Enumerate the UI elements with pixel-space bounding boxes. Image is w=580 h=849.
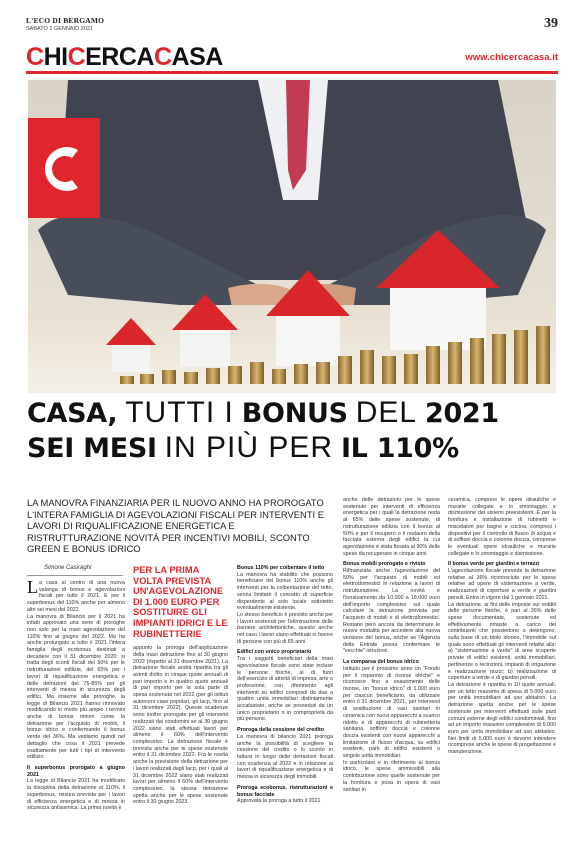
paragraph: Approvata la proroga a tutto il 2021 bbox=[237, 798, 321, 805]
issue-date: SABATO 2 GENNAIO 2021 bbox=[26, 26, 94, 32]
brand-part: C bbox=[153, 43, 172, 71]
drop-cap: L bbox=[27, 577, 38, 597]
houses-and-coins-illustration bbox=[28, 80, 556, 393]
pull-quote: PER LA PRIMA VOLTA PREVISTA UN'AGEVOLAZIONE DI 1.000 EURO PER SOSTITUIRE GLI IMPIANTI IDRICI E LE RUBINETTERIE bbox=[133, 565, 228, 639]
article-column-1 bbox=[27, 577, 125, 812]
headline-line-2 bbox=[27, 431, 557, 466]
paragraph: Lo stesso beneficio è previsto anche per i lavori sostenuti per l'eliminazione delle barriere architettoniche, questo anche nel caso i lavori siano effettuati in favore di persone con più di 65 anni. bbox=[237, 611, 333, 645]
paragraph: ceramica, compresi le opere idrauliche e murarie collegate e lo smontaggio e dismissione dei sistemi preesistenti. E per la fornitura e installazione di rubinetti e miscelatori per bagno e cucina, compresi i dispositivi per il controllo di flusso di acqua e di soffioni doccia e colonne doccia, comprese le eventuali opere idrauliche e murarie collegate e lo smontaggio e dismissione. bbox=[448, 497, 556, 557]
page-number: 39 bbox=[544, 16, 558, 31]
headline-light: DEL bbox=[355, 396, 418, 429]
subheading: Bonus 110% per coibentare il tetto bbox=[237, 565, 325, 571]
brand-part: HI bbox=[43, 43, 68, 71]
headline-bold: IL 110% bbox=[340, 433, 459, 464]
author-byline: Simone Casiraghi bbox=[44, 565, 92, 571]
paragraph: anche delle detrazioni per le spese sostenute per interventi di efficienza energetica per i quali la detrazione resta al 65% delle spese sostenute, di ristrutturazione edilizia con il bonus al 50% e per il recupero o il restauro della facciata esterna degli edifici la cui agevolazione è stata fissata al 90% delle spese da recuperare in cinque anni. bbox=[343, 497, 440, 557]
byline-divider bbox=[27, 575, 123, 576]
paragraph: Rifinanziata anche l'agevolazione del 50% per l'acquisto di mobili ed elettrodomestici in relazione a lavori di ristrutturazione. La novità è l'innalzamento da 10.000 a 16.000 euro dell'importo complessivo sul quale calcolare la detrazione prevista per l'acquisto di mobili e di elettrodomestici. Restano però ancora da determinare le nuove modalità per accedere alla nuova versione del bonus, anche se l'Agenzia delle Entrate possa confermare le "vecchie" istruzioni. bbox=[343, 568, 440, 655]
paragraph: L'agevolazione fiscale prevede la detrazione relative al 36% riconosciuta per le spese relative ad opere di sistemazione a verde, realizzazioni di coperture a verde e giardini pensili. Entra in vigore dal 1 gennaio 2021. bbox=[448, 568, 556, 601]
subheading: Il bonus verde per giardini e terrazzi bbox=[448, 561, 540, 568]
paragraph: La detrazione, ai fini delle imposte sui redditi delle persone fisiche, è pari al 36% delle spese documentate, sostenute ed effettivamente rimaste a carico dei contribuenti che possiedono o detengono, sulla base di un titolo idoneo, l'immobile sul quale sono effettuati gli interventi relativi alla: a) "sistemazione a verde" di aree scoperte private di edifici esistenti, unità immobiliari, pertinenze o recinzioni, impianti di irrigazione e realizzazione pozzi; b) realizzazione di coperture a verde e di giardini pensili. bbox=[448, 601, 556, 682]
headline-bold: CASA, bbox=[27, 398, 118, 429]
headline-line-1 bbox=[27, 396, 557, 431]
subheading: Edifici con unico proprietario bbox=[237, 649, 312, 656]
subheading: Proroga della cessione del credito bbox=[237, 727, 325, 734]
paragraph: La legge di Bilancio 2021 ha modificato la disciplina della detrazione al 110%, il superbonus, misura prevista per i lavori di efficienza energetica e di messa in sicurezza antisismica. La prima novità è bbox=[27, 778, 125, 812]
paragraph: La manovra ha stabilito che possono beneficiare del bonus 110% anche gli interventi per la coibentazione del tetto, senza limitare il concetto di superficie disperdente al solo locale sottotetto eventualmente esistente. bbox=[237, 571, 333, 612]
paragraph: La manovra di Bilancio per il 2021 ha infatti approvato una serie di proroghe non solo per la maxi agevolazione del 110% fino al giugno del 2022. Ma ha anche prolungato a tutto il 2021 l'intera famiglia degli ecobonus destinati a decadere con il 31 dicembre 2020: si tratta degli sconti fiscali del 50% per le ristrutturazioni edilizie, del 65% per i lavori di riqualificazione energetica e delle detrazioni del 75-85% per gli interventi di messa in sicurezza degli edifici. Ma insieme alle proroghe, la legge di Bilancio 2021 hanno rinnovato modificando in modo più ampio i termini anche di bonus minori come la detrazione per l'acquisto di mobili, il bonus idrico e confermando il bonus verde del 36%. Ma vediamo quindi nel dettaglio che cosa il 2021 prevede esattamente per tutti i tipi di intervento edilizio. bbox=[27, 613, 125, 761]
paragraph: La detrazione è ripartita in 10 quote annuali, per un tetto massimo di spesa di 5.000 euro per unità immobiliare ad uso abitativo. La detrazione spetta anche per le spese sostenute per interventi effettuati sulle parti comuni esterne degli edifici condominiali, fino ad un importo massimo complessivo di 5.000 euro per unità immobiliare ad uso abitativo. Nei limiti di 5.000 euro è devono intendere ricomprese anche le spese di progettazione e manutenzione. bbox=[448, 681, 556, 756]
headline-bold: 2021 bbox=[424, 398, 499, 429]
article-column-4 bbox=[343, 497, 440, 793]
brand-part: ASA bbox=[171, 43, 223, 71]
article-column-5 bbox=[448, 497, 556, 756]
subheading: Il superbonus prorogato a giugno 2021 bbox=[27, 764, 125, 778]
paragraph: In particolare e in riferimento al bonus idrico, le spese ammissibili alla contribuzione sono quelle sostenute per la fornitura e posa in opera di vasi sanitari in bbox=[343, 759, 440, 793]
paragraph: appunto la proroga dell'applicazione della maxi detrazione fino al 30 giugno 2022 (rispetto al 31 dicembre 2021). La detrazione fiscale andrà ripartita tra gli aventi diritto in cinque quote annuali di pari importo e in quattro quote annuali di pari importo per la sola parte di spesa sostenuta nel 2022 (per gli istituti autonomi case popolari, gli Iacp, fino al 31 dicembre 2022). Queste scadenze sono inoltre prorogate per gli interventi realizzati dai condomini se al 30 giugno 2022 siano stati effettuati lavori per almeno il 60% dell'intervento complessivo. La detrazione fiscale è prevista anche per le spese sostenute entro il 31 dicembre 2022. Fra le novità anche la previsione della detrazione per i lavori realizzati dagli Iacp, per i quali al 31 dicembre 2022 siano stati realizzati lavori per almeno il 60% dell'intervento complessivo, la stessa detrazione spetta anche per le spese sostenute entro il 30 giugno 2023. bbox=[133, 645, 228, 806]
paragraph: Istituito per il prossimo anno un "Fondo per il risparmio di risorse idriche" e riconosce fino a esaurimento delle risorse, un "bonus idrico" di 1.000 euro per ciascun beneficiario, da utilizzare entro il 31 dicembre 2021, per interventi di sostituzione di vasi sanitari in ceramica con nuovi apparecchi a scarico ridotto e di apparecchi di rubinetteria sanitaria, soffioni doccia e colonne doccia esistenti con nuovi apparecchi a limitazione di flusso d'acqua, su edifici esistenti, parti di edifici esistenti o singole unità immobiliari. bbox=[343, 665, 440, 760]
brand-logo bbox=[26, 43, 223, 72]
article-headline bbox=[27, 396, 557, 466]
brand-part: ERCA bbox=[85, 43, 154, 71]
masthead bbox=[26, 16, 558, 32]
newspaper-name: L'ECO DI BERGAMO bbox=[26, 16, 105, 25]
article-summary: LA MANOVRA FINANZIARIA PER IL NUOVO ANNO HA PROROGATO L'INTERA FAMIGLIA DI AGEVOLAZIONI FISCALI PER INTERVENTI E LAVORI DI RIQUALIFICAZIONE ENERGETICA E RISTRUTTURAZIONE NOVITÀ PER INCENTIVI MOBILI, SCONTO GREEN E BONUS IDRICO bbox=[27, 497, 325, 555]
subheading: Proroga ecobonus, ristrutturazioni e bonus facciate bbox=[237, 784, 333, 798]
headline-bold: BONUS bbox=[241, 398, 348, 429]
subheading: La comparsa del bonus idrico bbox=[343, 659, 419, 666]
headline-light: IN PIÙ PER bbox=[164, 431, 334, 464]
brand-part: C bbox=[26, 43, 44, 71]
headline-bold: SEI MESI bbox=[27, 433, 157, 464]
paragraph: a casa al centro di una nuova valanga di bonus e agevolazioni fiscali per tutto il 2021. E per il superbonus del 110% anche per almeno altri sei mesi del 2022. bbox=[27, 580, 125, 613]
paragraph: Tra i soggetti beneficiari della maxi agevolazione fiscale sono state incluse le persone fisiche, al di fuori dell'esercizio di attività di impresa, arte o professione, con riferimento agli interventi su edifici composti da due a quattro unità immobiliari distintamente accatastate, anche se posseduti da un unico proprietario o in comproprietà da più persone. bbox=[237, 656, 333, 723]
paragraph: La manovra di bilancio 2021 proroga anche la possibilità di scegliere la cessione del credito o lo sconto in fattura in luogo delle detrazioni fiscali con scadenza al 2022 e in relazione ai lavori di riqualificazione energetica e di messa in sicurezza degli immobili. bbox=[237, 733, 333, 781]
headline-light: TUTTI I bbox=[125, 396, 234, 429]
hero-photo bbox=[28, 80, 556, 393]
brand-part: C bbox=[67, 43, 86, 71]
section-brand-bar bbox=[26, 40, 558, 74]
article-column-2 bbox=[133, 565, 228, 806]
subheading: Bonus mobili prorogato e rivisto bbox=[343, 561, 426, 568]
website-link[interactable]: www.chicercacasa.it bbox=[465, 52, 558, 63]
article-column-3 bbox=[237, 565, 333, 805]
